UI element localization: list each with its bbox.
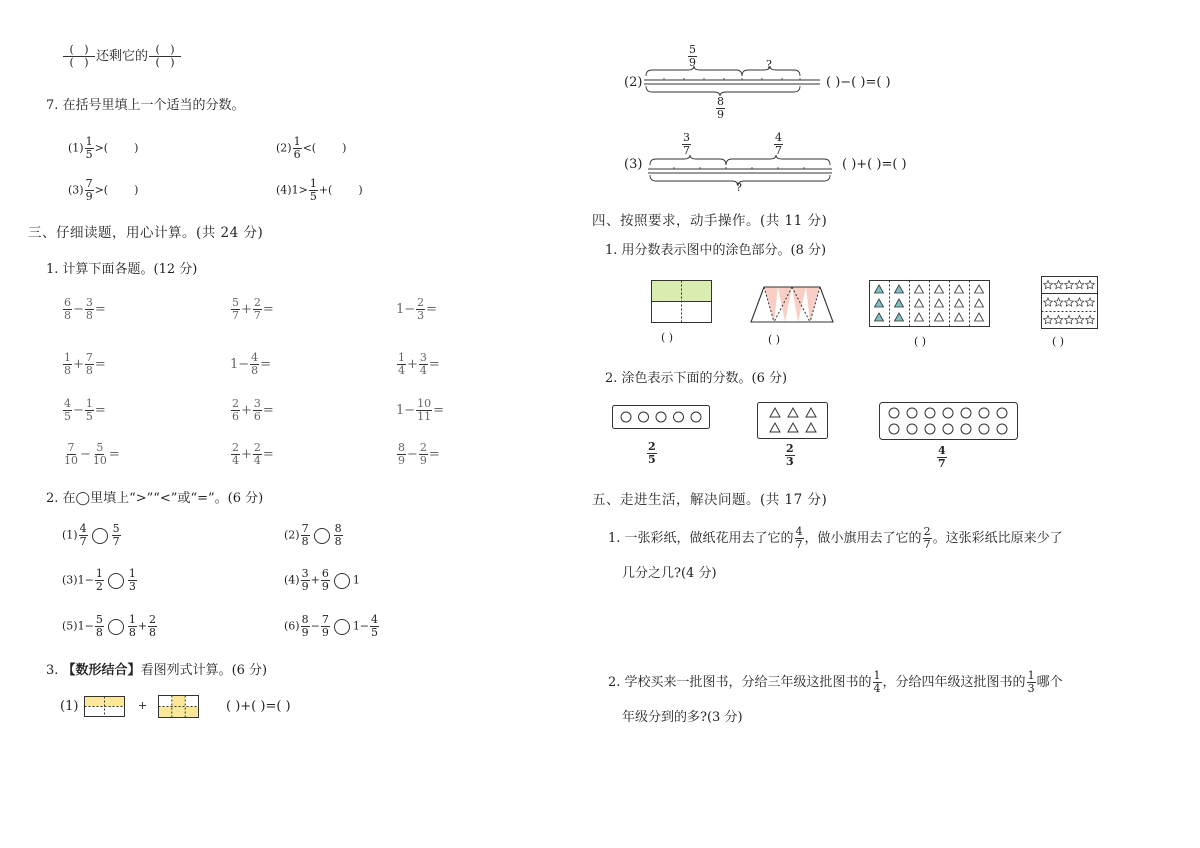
calc-item: $\frac{8}{9}$ − $\frac{2}{9}$ = (398, 441, 440, 467)
shape-six-triangles (757, 402, 829, 440)
calc-item: $\frac{2}{6}$ + $\frac{3}{6}$ = (232, 397, 274, 423)
fraction: $\frac{4}{8}$ (251, 351, 259, 377)
shape-rectangle-quarters (651, 280, 713, 324)
s3q3-rest: 看图列式计算。(6 分) (140, 663, 268, 678)
top-line (62, 44, 182, 69)
compare-circle[interactable] (334, 573, 350, 589)
compare-circle[interactable] (92, 528, 108, 544)
compare-circle[interactable] (108, 573, 124, 589)
circle-mark (943, 408, 953, 418)
q3-row1-plus: + (138, 699, 148, 712)
q7-item: (1) $\frac{1}{5}$ >( ) (68, 135, 139, 161)
blank-answer-2: ( ) (768, 333, 781, 346)
s3q1-title: 1. 计算下面各题。(12 分) (46, 262, 198, 277)
compare-item: (1) $\frac{4}{7}$ $\frac{5}{7}$ (62, 522, 120, 548)
fraction: $\frac{1}{5}$ (309, 177, 317, 203)
problem-2: 2. 学校买来一批图书，分给三年级这批图书的 $\frac{1}{4}$ ，分给四年级这批图书的 $\frac{1}{3}$ 哪个 (608, 669, 1063, 695)
fraction: $\frac{3}{6}$ (253, 397, 261, 423)
compare-circle[interactable] (314, 528, 330, 544)
circle-mark (997, 408, 1007, 418)
circle-mark (925, 424, 935, 434)
row3-question-mark: ? (736, 181, 742, 194)
calc-item: $\frac{7}{10}$ − $\frac{5}{10}$ = (64, 441, 120, 467)
circle-mark (925, 408, 935, 418)
calc-item: $\frac{2}{4}$ + $\frac{2}{4}$ = (232, 441, 274, 467)
calc-item: 1− $\frac{4}{8}$ = (230, 351, 272, 377)
section4-title: 四、按照要求，动手操作。(共 11 分) (592, 213, 828, 229)
compare-item: (5)1− $\frac{5}{8}$ $\frac{1}{8}$ + $\frac{2}{8}$ (62, 613, 157, 639)
calc-item: 1− $\frac{10}{11}$ = (396, 397, 445, 423)
fraction: $\frac{5}{7}$ (232, 296, 239, 322)
fraction: $\frac{5}{10}$ (92, 441, 107, 467)
circle-mark (889, 408, 899, 418)
calc-item: $\frac{6}{8}$ − $\frac{3}{8}$ = (64, 296, 106, 322)
circle-mark (997, 424, 1007, 434)
fraction: $\frac{2}{7}$ (253, 296, 261, 322)
q7-item: (2) $\frac{1}{6}$ <( ) (276, 135, 347, 161)
fraction: $\frac{4}{7}$ (79, 522, 87, 548)
fraction: $\frac{6}{8}$ (64, 296, 71, 322)
circle-mark (889, 424, 899, 434)
fraction: $\frac{4}{5}$ (64, 397, 71, 423)
q3-row2-expr: ( )−( )=( ) (826, 75, 891, 90)
fraction: $\frac{8}{9}$ (301, 613, 309, 639)
fraction: $\frac{1}{5}$ (85, 397, 93, 423)
shape-triangle-grid (869, 280, 991, 328)
s3q2-title: 2. 在◯里填上“>”“<”或“=”。(6 分) (46, 491, 264, 506)
compare-circle[interactable] (334, 619, 350, 635)
row2-question-mark: ? (766, 58, 772, 71)
shape-trapezoid (750, 286, 834, 324)
fraction: $\frac{2}{4}$ (253, 441, 261, 467)
fraction: $\frac{1}{3}$ (128, 567, 136, 593)
fraction: $\frac{3}{9}$ (301, 567, 309, 593)
fraction: $\frac{3}{8}$ (85, 296, 93, 322)
fraction: $\frac{7}{10}$ (64, 441, 78, 467)
top-line-text: 还剩它的 (96, 49, 149, 64)
fraction: $\frac{7}{9}$ (321, 613, 329, 639)
calc-item: $\frac{5}{7}$ + $\frac{2}{7}$ = (232, 296, 274, 322)
fraction: $\frac{7}{9}$ (85, 177, 93, 203)
circle-mark (656, 412, 666, 422)
fraction: $\frac{2}{9}$ (419, 441, 427, 467)
fraction: $\frac{1}{5}$ (85, 135, 93, 161)
fraction: $\frac{2}{8}$ (149, 613, 157, 639)
calc-item: $\frac{4}{5}$ − $\frac{1}{5}$ = (64, 397, 106, 423)
rect-figure-1 (84, 696, 126, 718)
fraction: $\frac{4}{5}$ (371, 613, 379, 639)
fraction: $\frac{2}{3}$ (417, 296, 425, 322)
paint-frac-2: $\frac{2}{3}$ (786, 442, 794, 468)
circle-mark (907, 408, 917, 418)
problem-1-line2: 几分之几?(4 分) (622, 566, 717, 581)
q7-item: (3) $\frac{7}{9}$ >( ) (68, 177, 139, 203)
fraction: $\frac{5}{7}$ (112, 522, 120, 548)
shape-star-grid (1041, 276, 1099, 330)
problem-1: 1. 一张彩纸，做纸花用去了它的 $\frac{4}{7}$ ，做小旗用去了它的 $\frac{2}{7}$ 。这张彩纸比原来少了 (608, 525, 1063, 551)
row2-bottom-frac: $\frac{8}{9}$ (717, 95, 724, 121)
compare-item: (4) $\frac{3}{9}$ + $\frac{6}{9}$ 1 (284, 567, 360, 593)
circle-mark (961, 408, 971, 418)
circle-mark (639, 412, 649, 422)
rect-figure-2 (158, 695, 200, 719)
fraction: $\frac{1}{4}$ (398, 351, 405, 377)
fraction: $\frac{2}{4}$ (232, 441, 239, 467)
circle-mark (691, 412, 701, 422)
fraction: $\frac{8}{8}$ (334, 522, 342, 548)
q3-row3-expr: ( )+( )=( ) (842, 157, 907, 172)
shape-five-circles (612, 405, 712, 431)
blank-fraction: $\frac{( )}{( )}$ (149, 44, 181, 69)
compare-item: (3)1− $\frac{1}{2}$ $\frac{1}{3}$ (62, 567, 136, 593)
fraction: $\frac{7}{8}$ (85, 351, 93, 377)
s4q2-title: 2. 涂色表示下面的分数。(6 分) (605, 371, 788, 386)
blank-answer-1: ( ) (661, 331, 674, 344)
fraction: $\frac{5}{8}$ (95, 613, 103, 639)
fraction: $\frac{3}{4}$ (419, 351, 427, 377)
section3-title: 三、仔细读题，用心计算。(共 24 分) (28, 225, 264, 241)
q3-row3-label: (3) (624, 157, 643, 172)
blank-answer-4: ( ) (1052, 335, 1065, 348)
fraction: $\frac{1}{8}$ (64, 351, 71, 377)
circle-mark (674, 412, 684, 422)
calc-item: $\frac{1}{8}$ + $\frac{7}{8}$ = (64, 351, 106, 377)
compare-item: (2) $\frac{7}{8}$ $\frac{8}{8}$ (284, 522, 342, 548)
compare-circle[interactable] (108, 619, 124, 635)
circle-mark (979, 408, 989, 418)
paint-frac-3: $\frac{4}{7}$ (938, 444, 946, 470)
circle-mark (907, 424, 917, 434)
q3-row2-label: (2) (624, 75, 643, 90)
fraction: $\frac{1}{6}$ (293, 135, 301, 161)
fraction: $\frac{1}{2}$ (95, 567, 103, 593)
row2-top-frac: $\frac{5}{9}$ (689, 43, 696, 69)
circle-mark (943, 424, 953, 434)
q7-title: 7. 在括号里填上一个适当的分数。 (46, 98, 245, 113)
row3-top-frac1: $\frac{3}{7}$ (683, 131, 690, 157)
bar-diagram-2 (644, 66, 820, 96)
q7-item: (4)1> $\frac{1}{5}$ +( ) (276, 177, 363, 203)
s3q3-num: 3. (46, 663, 59, 678)
circle-mark (961, 424, 971, 434)
fraction: $\frac{8}{9}$ (398, 441, 405, 467)
fraction: $\frac{6}{9}$ (321, 567, 329, 593)
q3-row1-expr: ( )+( )=( ) (226, 699, 291, 714)
blank-fraction: $\frac{( )}{( )}$ (63, 44, 95, 69)
fraction: $\frac{10}{11}$ (417, 397, 432, 423)
compare-item: (6) $\frac{8}{9}$ − $\frac{7}{9}$ 1− $\frac{4}{5}$ (284, 613, 379, 639)
fraction: $\frac{2}{6}$ (232, 397, 239, 423)
s4q1-title: 1. 用分数表示图中的涂色部分。(8 分) (605, 243, 827, 258)
blank-answer-3: ( ) (914, 335, 927, 348)
paint-frac-1: $\frac{2}{5}$ (648, 440, 656, 466)
section5-title: 五、走进生活，解决问题。(共 17 分) (592, 492, 828, 508)
circle-mark (979, 424, 989, 434)
fraction: $\frac{1}{8}$ (128, 613, 136, 639)
row3-top-frac2: $\frac{4}{7}$ (775, 131, 782, 157)
circle-mark (621, 412, 631, 422)
calc-item: $\frac{1}{4}$ + $\frac{3}{4}$ = (398, 351, 440, 377)
s3q3-tag: 【数形结合】 (62, 663, 141, 678)
q3-row1-label: (1) (60, 699, 79, 714)
calc-item: 1− $\frac{2}{3}$ = (396, 296, 438, 322)
s3q3-title (46, 659, 267, 678)
problem-2-line2: 年级分到的多?(3 分) (622, 710, 743, 725)
shape-fourteen-circles (879, 402, 1019, 442)
fraction: $\frac{7}{8}$ (301, 522, 309, 548)
